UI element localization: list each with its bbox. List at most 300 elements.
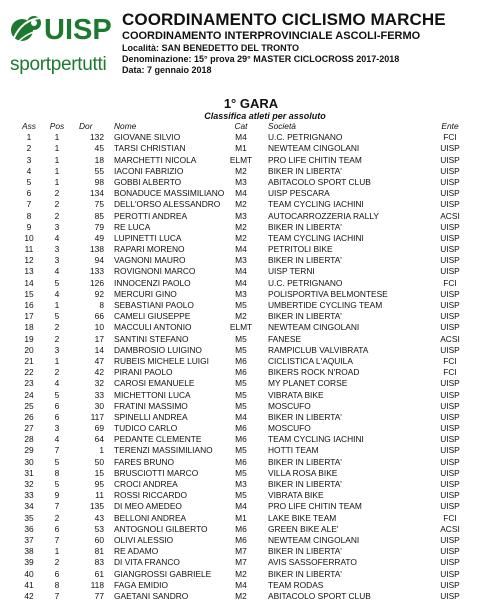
cell-nome: VAGNONI MAURO <box>114 255 186 266</box>
cell-ass: 42 <box>24 590 34 600</box>
cell-societa: U.C. PETRIGNANO <box>268 132 343 143</box>
table-row <box>0 211 490 222</box>
cell-dor: 60 <box>94 534 104 545</box>
cell-societa: NEWTEAM CINGOLANI <box>268 143 360 154</box>
cell-pos: 1 <box>54 355 60 366</box>
table-row <box>0 132 490 143</box>
table-row <box>0 535 490 546</box>
cell-nome: TERENZI MASSIMILIANO <box>114 445 213 456</box>
cell-societa: AUTOCARROZZERIA RALLY <box>268 210 379 221</box>
cell-ass: 30 <box>24 456 34 467</box>
cell-societa: UISP PESCARA <box>268 188 330 199</box>
cell-nome: RAPARI MORENO <box>114 244 185 255</box>
cell-ente: FCI <box>443 355 457 366</box>
cell-pos: 2 <box>54 557 60 568</box>
cell-societa: BIKER IN LIBERTA' <box>268 568 342 579</box>
col-pos-header: Pos <box>49 121 65 131</box>
cell-dor: 95 <box>94 479 104 489</box>
cell-nome: FRATINI MASSIMO <box>114 400 188 411</box>
cell-societa: BIKER IN LIBERTA' <box>268 311 342 322</box>
table-row <box>0 278 490 289</box>
page-title: COORDINAMENTO CICLISMO MARCHE <box>122 10 446 29</box>
cell-ente: ACSI <box>440 333 460 344</box>
cell-ass: 13 <box>24 266 34 277</box>
cell-ente: FCI <box>443 367 457 378</box>
cell-nome: CAMELI GIUSEPPE <box>114 311 191 322</box>
cell-nome: ANTOGNOLI GILBERTO <box>114 523 208 534</box>
cell-nome: PIRANI PAOLO <box>114 367 173 378</box>
cell-ass: 18 <box>24 322 34 333</box>
table-row <box>0 457 490 468</box>
cell-pos: 2 <box>54 188 60 199</box>
uisp-logo <box>10 10 122 90</box>
cell-pos: 2 <box>54 322 60 333</box>
table-row <box>0 513 490 524</box>
cell-pos: 7 <box>54 445 60 456</box>
table-row <box>0 199 490 210</box>
table-row <box>0 501 490 512</box>
cell-ente: UISP <box>440 411 460 422</box>
cell-dor: 10 <box>94 322 104 333</box>
cell-cat: M4 <box>235 411 247 422</box>
cell-ass: 9 <box>26 221 32 232</box>
cell-ass: 38 <box>24 546 34 557</box>
cell-pos: 3 <box>54 423 60 434</box>
cell-nome: FARES BRUNO <box>114 456 175 467</box>
table-row <box>0 345 490 356</box>
cell-cat: M6 <box>235 523 247 534</box>
cell-cat: M5 <box>235 333 247 344</box>
cell-nome: DI MEO AMEDEO <box>114 501 182 512</box>
cell-ente: UISP <box>440 221 460 232</box>
table-row <box>0 390 490 401</box>
table-body <box>0 132 490 600</box>
cell-societa: FANESE <box>268 333 302 344</box>
cell-societa: BIKER IN LIBERTA' <box>268 411 342 422</box>
col-nome-header: Nome <box>114 121 137 131</box>
cell-ente: UISP <box>440 445 460 456</box>
table-row <box>0 244 490 255</box>
cell-pos: 7 <box>54 590 60 600</box>
cell-pos: 4 <box>54 288 60 299</box>
cell-dor: 135 <box>90 501 104 512</box>
cell-societa: POLISPORTIVA BELMONTESE <box>268 288 388 299</box>
table-row <box>0 367 490 378</box>
cell-nome: GAETANI SANDRO <box>114 590 189 600</box>
cell-nome: MERCURI GINO <box>114 288 177 299</box>
cell-ente: UISP <box>440 322 460 333</box>
cell-pos: 1 <box>54 165 60 176</box>
cell-dor: 11 <box>95 490 104 501</box>
cell-ente: UISP <box>440 546 460 557</box>
cell-ente: UISP <box>440 378 460 389</box>
cell-pos: 5 <box>54 479 60 489</box>
cell-ass: 10 <box>24 232 34 243</box>
cell-cat: M2 <box>235 165 247 176</box>
cell-pos: 2 <box>54 512 60 523</box>
cell-cat: M2 <box>235 221 247 232</box>
table-row <box>0 300 490 311</box>
cell-ass: 3 <box>26 154 32 165</box>
cell-ass: 40 <box>24 568 34 579</box>
cell-dor: 61 <box>94 568 104 579</box>
cell-ass: 1 <box>26 132 32 143</box>
cell-ass: 17 <box>24 311 34 322</box>
table-row <box>0 591 490 600</box>
table-row <box>0 546 490 557</box>
cell-societa: U.C. PETRIGNANO <box>268 277 343 288</box>
table-row <box>0 334 490 345</box>
cell-pos: 8 <box>54 579 60 590</box>
cell-ente: UISP <box>440 143 460 154</box>
cell-ass: 34 <box>24 501 34 512</box>
cell-cat: M3 <box>235 479 247 489</box>
cell-ass: 23 <box>24 378 34 389</box>
cell-ente: UISP <box>440 579 460 590</box>
cell-ass: 8 <box>26 210 32 221</box>
cell-ente: UISP <box>440 467 460 478</box>
cell-ass: 36 <box>24 523 34 534</box>
cell-cat: M5 <box>235 445 247 456</box>
cyclist-logo-icon <box>10 12 46 48</box>
cell-cat: M3 <box>235 288 247 299</box>
cell-cat: M2 <box>235 199 247 210</box>
cell-pos: 1 <box>54 154 60 165</box>
cell-pos: 4 <box>54 434 60 445</box>
cell-dor: 133 <box>90 266 104 277</box>
cell-pos: 6 <box>54 568 60 579</box>
table-header <box>0 121 490 132</box>
cell-cat: M3 <box>235 176 247 187</box>
cell-dor: 1 <box>99 445 104 456</box>
cell-cat: M4 <box>235 132 247 143</box>
cell-ente: UISP <box>440 568 460 579</box>
cell-dor: 79 <box>94 221 104 232</box>
cell-cat: M6 <box>235 423 247 434</box>
cell-ass: 26 <box>24 411 34 422</box>
cell-nome: BONADUCE MASSIMILIANO <box>114 188 225 199</box>
cell-ente: UISP <box>440 232 460 243</box>
cell-ente: UISP <box>440 344 460 355</box>
table-row <box>0 434 490 445</box>
cell-ente: UISP <box>440 154 460 165</box>
cell-dor: 134 <box>90 188 104 199</box>
cell-dor: 77 <box>94 590 104 600</box>
cell-ente: UISP <box>440 244 460 255</box>
cell-societa: BIKER IN LIBERTA' <box>268 456 342 467</box>
cell-cat: M4 <box>235 277 247 288</box>
cell-cat: M5 <box>235 400 247 411</box>
cell-dor: 42 <box>94 367 104 378</box>
cell-cat: M6 <box>235 434 247 445</box>
cell-societa: TEAM CYCLING IACHINI <box>268 199 364 210</box>
cell-ente: UISP <box>440 590 460 600</box>
cell-dor: 14 <box>94 344 104 355</box>
cell-dor: 126 <box>90 277 104 288</box>
cell-pos: 2 <box>54 210 60 221</box>
denomination-line: Denominazione: 15° prova 29° MASTER CICLOCROSS 2017-2018 <box>122 54 400 64</box>
cell-ass: 39 <box>24 557 34 568</box>
date-line: Data: 7 gennaio 2018 <box>122 65 212 75</box>
cell-nome: CAROSI EMANUELE <box>114 378 195 389</box>
cell-ass: 5 <box>26 176 32 187</box>
cell-cat: M2 <box>235 232 247 243</box>
table-row <box>0 580 490 591</box>
cell-pos: 3 <box>54 344 60 355</box>
col-ente-header: Ente <box>441 121 459 131</box>
cell-nome: GIOVANE SILVIO <box>114 132 181 143</box>
cell-societa: MOSCUFO <box>268 400 311 411</box>
cell-ass: 32 <box>24 479 34 489</box>
cell-nome: RUBEIS MICHELE LUIGI <box>114 355 209 366</box>
header-text <box>122 10 482 76</box>
cell-ente: FCI <box>443 512 457 523</box>
cell-cat: M6 <box>235 534 247 545</box>
cell-nome: PEROTTI ANDREA <box>114 210 188 221</box>
cell-nome: MACCULI ANTONIO <box>114 322 192 333</box>
cell-nome: ROVIGNONI MARCO <box>114 266 196 277</box>
col-ass-header: Ass <box>22 121 36 131</box>
cell-cat: M4 <box>235 244 247 255</box>
cell-nome: MARCHETTI NICOLA <box>114 154 197 165</box>
cell-pos: 5 <box>54 311 60 322</box>
cell-nome: INNOCENZI PAOLO <box>114 277 191 288</box>
table-row <box>0 569 490 580</box>
table-row <box>0 266 490 277</box>
cell-pos: 1 <box>54 143 60 154</box>
cell-societa: VIBRATA BIKE <box>268 389 324 400</box>
table-row <box>0 468 490 479</box>
cell-pos: 1 <box>54 176 60 187</box>
cell-dor: 98 <box>94 176 104 187</box>
cell-pos: 5 <box>54 277 60 288</box>
cell-ente: UISP <box>440 288 460 299</box>
table-row <box>0 378 490 389</box>
cell-ente: FCI <box>443 277 457 288</box>
cell-pos: 7 <box>54 534 60 545</box>
cell-nome: OLIVI ALESSIO <box>114 534 174 545</box>
table-row <box>0 557 490 568</box>
cell-dor: 30 <box>94 400 104 411</box>
cell-pos: 9 <box>54 490 60 501</box>
table-row <box>0 166 490 177</box>
cell-cat: M4 <box>235 266 247 277</box>
cell-nome: RE ADAMO <box>114 546 159 557</box>
cell-nome: DELL'ORSO ALESSANDRO <box>114 199 221 210</box>
cell-dor: 92 <box>94 288 104 299</box>
cell-dor: 118 <box>90 579 104 590</box>
cell-pos: 6 <box>54 400 60 411</box>
cell-dor: 94 <box>94 255 104 266</box>
cell-cat: M1 <box>235 143 247 154</box>
cell-ass: 21 <box>24 355 34 366</box>
cell-dor: 64 <box>94 434 104 445</box>
cell-pos: 2 <box>54 367 60 378</box>
cell-nome: DAMBROSIO LUIGINO <box>114 344 202 355</box>
cell-dor: 75 <box>94 199 104 210</box>
cell-pos: 3 <box>54 244 60 255</box>
cell-societa: LAKE BIKE TEAM <box>268 512 337 523</box>
logo-word: UISP <box>44 14 112 46</box>
cell-pos: 3 <box>54 221 60 232</box>
cell-societa: NEWTEAM CINGOLANI <box>268 534 360 545</box>
cell-cat: M4 <box>235 188 247 199</box>
location-line: Località: SAN BENEDETTO DEL TRONTO <box>122 43 300 53</box>
race-title: 1° GARA <box>223 96 279 111</box>
cell-societa: VILLA ROSA BIKE <box>268 467 338 478</box>
table-row <box>0 155 490 166</box>
cell-nome: BELLONI ANDREA <box>114 512 187 523</box>
cell-ass: 31 <box>24 467 34 478</box>
cell-cat: ELMT <box>229 322 253 333</box>
cell-nome: GIANGROSSI GABRIELE <box>114 568 212 579</box>
cell-ente: FCI <box>443 132 457 143</box>
cell-societa: BIKER IN LIBERTA' <box>268 221 342 232</box>
cell-dor: 85 <box>94 210 104 221</box>
cell-ente: UISP <box>440 434 460 445</box>
cell-ente: UISP <box>440 490 460 501</box>
table-row <box>0 233 490 244</box>
cell-ente: UISP <box>440 311 460 322</box>
cell-ente: UISP <box>440 557 460 568</box>
cell-cat: M7 <box>235 557 247 568</box>
cell-cat: M5 <box>235 467 247 478</box>
cell-societa: UISP TERNI <box>268 266 315 277</box>
cell-dor: 50 <box>94 456 104 467</box>
cell-ente: UISP <box>440 501 460 512</box>
cell-cat: M2 <box>235 568 247 579</box>
cell-pos: 4 <box>54 232 60 243</box>
cell-pos: 8 <box>54 467 60 478</box>
table-row <box>0 423 490 434</box>
table-row <box>0 255 490 266</box>
cell-dor: 18 <box>94 154 104 165</box>
cell-nome: SEBASTIANI PAOLO <box>114 300 194 310</box>
cell-pos: 2 <box>54 333 60 344</box>
cell-societa: NEWTEAM CINGOLANI <box>268 322 360 333</box>
table-row <box>0 445 490 456</box>
cell-societa: ABITACOLO SPORT CLUB <box>268 590 371 600</box>
page-subtitle: COORDINAMENTO INTERPROVINCIALE ASCOLI-FERMO <box>122 30 421 42</box>
cell-cat: M5 <box>235 378 247 389</box>
cell-societa: PRO LIFE CHITIN TEAM <box>268 154 362 165</box>
table-row <box>0 311 490 322</box>
cell-dor: 43 <box>94 512 104 523</box>
cell-nome: FAGA EMIDIO <box>114 579 168 590</box>
table-row <box>0 143 490 154</box>
cell-ente: UISP <box>440 199 460 210</box>
cell-pos: 5 <box>54 389 60 400</box>
cell-dor: 45 <box>94 143 104 154</box>
table-row <box>0 356 490 367</box>
cell-dor: 47 <box>94 355 104 366</box>
cell-cat: M5 <box>235 389 247 400</box>
cell-cat: M2 <box>235 590 247 600</box>
cell-pos: 2 <box>54 199 60 210</box>
cell-cat: M5 <box>235 344 247 355</box>
cell-dor: 15 <box>94 467 104 478</box>
table-row <box>0 401 490 412</box>
cell-pos: 3 <box>54 255 60 266</box>
cell-pos: 7 <box>54 501 60 512</box>
cell-ente: UISP <box>440 400 460 411</box>
cell-societa: RAMPICLUB VALVIBRATA <box>268 344 369 355</box>
cell-societa: TEAM RODAS <box>268 579 324 590</box>
cell-ass: 27 <box>24 423 34 434</box>
cell-nome: IACONI FABRIZIO <box>114 165 184 176</box>
cell-cat: M4 <box>235 501 247 512</box>
cell-ass: 24 <box>24 389 34 400</box>
cell-cat: M5 <box>235 300 247 310</box>
cell-ass: 6 <box>26 188 32 199</box>
cell-societa: UMBERTIDE CYCLING TEAM <box>268 300 383 310</box>
cell-nome: PEDANTE CLEMENTE <box>114 434 202 445</box>
cell-ente: UISP <box>440 423 460 434</box>
col-dor-header: Dor <box>79 121 93 131</box>
cell-ass: 33 <box>24 490 34 501</box>
cell-dor: 66 <box>94 311 104 322</box>
results-table <box>0 121 490 600</box>
cell-societa: PETRITOLI BIKE <box>268 244 333 255</box>
cell-nome: CROCI ANDREA <box>114 479 178 489</box>
cell-societa: TEAM CYCLING IACHINI <box>268 434 364 445</box>
table-row <box>0 322 490 333</box>
cell-ass: 37 <box>24 534 34 545</box>
cell-cat: M5 <box>235 490 247 501</box>
page-header <box>0 0 490 95</box>
cell-ente: UISP <box>440 266 460 277</box>
cell-ente: ACSI <box>440 523 460 534</box>
cell-pos: 5 <box>54 456 60 467</box>
cell-pos: 4 <box>54 378 60 389</box>
cell-societa: BIKER IN LIBERTA' <box>268 479 342 489</box>
cell-nome: LUPINETTI LUCA <box>114 232 182 243</box>
cell-nome: GOBBI ALBERTO <box>114 176 182 187</box>
cell-ente: UISP <box>440 300 460 310</box>
cell-societa: TEAM CYCLING IACHINI <box>268 232 364 243</box>
cell-ente: UISP <box>440 456 460 467</box>
cell-dor: 117 <box>90 411 104 422</box>
cell-nome: TARSI CHRISTIAN <box>114 143 186 154</box>
cell-cat: M4 <box>235 579 247 590</box>
cell-ass: 7 <box>26 199 32 210</box>
cell-societa: VIBRATA BIKE <box>268 490 324 501</box>
cell-societa: BIKERS ROCK N'ROAD <box>268 367 360 378</box>
table-row <box>0 188 490 199</box>
cell-dor: 81 <box>94 546 104 557</box>
cell-ass: 25 <box>24 400 34 411</box>
cell-societa: BIKER IN LIBERTA' <box>268 255 342 266</box>
cell-ass: 41 <box>24 579 34 590</box>
ranking-title: Classifica atleti per assoluto <box>204 111 326 121</box>
cell-ass: 16 <box>24 300 34 310</box>
table-row <box>0 490 490 501</box>
cell-ass: 22 <box>24 367 34 378</box>
cell-ass: 19 <box>24 333 34 344</box>
col-cat-header: Cat <box>234 121 248 131</box>
table-row <box>0 222 490 233</box>
cell-societa: MY PLANET CORSE <box>268 378 348 389</box>
table-row <box>0 479 490 490</box>
cell-ass: 15 <box>24 288 34 299</box>
cell-ass: 12 <box>24 255 34 266</box>
cell-pos: 4 <box>54 266 60 277</box>
cell-ass: 11 <box>24 244 34 255</box>
cell-ass: 2 <box>26 143 32 154</box>
cell-nome: SANTINI STEFANO <box>114 333 189 344</box>
cell-societa: MOSCUFO <box>268 423 311 434</box>
cell-ente: UISP <box>440 255 460 266</box>
